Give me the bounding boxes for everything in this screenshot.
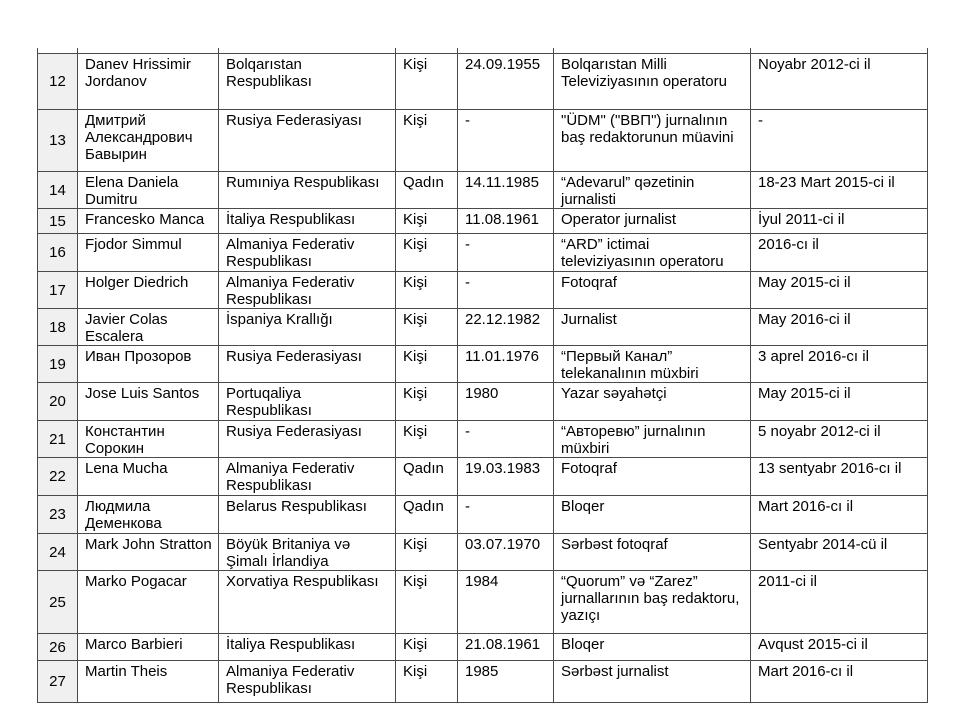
country-cell: Rusiya Federasiyası (219, 346, 396, 383)
gender-cell: Qadın (396, 496, 458, 534)
occupation-cell: “Авторевю” jurnalının müxbiri (554, 421, 751, 458)
row-number-cell: 23 (38, 496, 78, 534)
arrival-date-cell: May 2015-ci il (751, 383, 928, 421)
name-cell: Fjodor Simmul (78, 234, 219, 272)
arrival-date-cell: May 2015-ci il (751, 272, 928, 309)
name-cell: Martin Theis (78, 661, 219, 703)
occupation-cell: “Adevarul” qəzetinin jurnalisti (554, 172, 751, 209)
journalists-table (37, 48, 928, 703)
arrival-date-cell: 2011-ci il (751, 571, 928, 634)
name-cell: Jose Luis Santos (78, 383, 219, 421)
country-cell: Belarus Respublikası (219, 496, 396, 534)
row-number-cell: 21 (38, 421, 78, 458)
table-row (38, 172, 928, 209)
name-cell: Javier Colas Escalera (78, 309, 219, 346)
birth-date-cell: 1980 (458, 383, 554, 421)
name-cell: Иван Прозоров (78, 346, 219, 383)
table-row (38, 110, 928, 172)
arrival-date-cell: 3 aprel 2016-cı il (751, 346, 928, 383)
country-cell: Almaniya Federativ Respublikası (219, 272, 396, 309)
row-number-cell: 24 (38, 534, 78, 571)
occupation-cell: Bloqer (554, 496, 751, 534)
row-number-cell: 18 (38, 309, 78, 346)
occupation-cell: Operator jurnalist (554, 209, 751, 234)
row-number-cell: 15 (38, 209, 78, 234)
table-row (38, 421, 928, 458)
table-row (38, 272, 928, 309)
birth-date-cell: 19.03.1983 (458, 458, 554, 496)
birth-date-cell: - (458, 110, 554, 172)
table-row (38, 309, 928, 346)
row-number-cell: 27 (38, 661, 78, 703)
arrival-date-cell: 13 sentyabr 2016-cı il (751, 458, 928, 496)
birth-date-cell: - (458, 272, 554, 309)
gender-cell: Kişi (396, 661, 458, 703)
country-cell: İspaniya Krallığı (219, 309, 396, 346)
birth-date-cell: 14.11.1985 (458, 172, 554, 209)
birth-date-cell: 11.08.1961 (458, 209, 554, 234)
occupation-cell: Sərbəst jurnalist (554, 661, 751, 703)
country-cell: Portuqaliya Respublikası (219, 383, 396, 421)
row-number-cell: 25 (38, 571, 78, 634)
birth-date-cell: 1984 (458, 571, 554, 634)
table-row (38, 209, 928, 234)
table-row (38, 496, 928, 534)
arrival-date-cell: Mart 2016-cı il (751, 496, 928, 534)
occupation-cell: Sərbəst fotoqraf (554, 534, 751, 571)
birth-date-cell: 1985 (458, 661, 554, 703)
gender-cell: Kişi (396, 234, 458, 272)
country-cell: Almaniya Federativ Respublikası (219, 661, 396, 703)
country-cell: Rusiya Federasiyası (219, 110, 396, 172)
occupation-cell: “ARD” ictimai televiziyasının operatoru (554, 234, 751, 272)
name-cell: Holger Diedrich (78, 272, 219, 309)
occupation-cell: "ÜDM" ("ВВП") jurnalının baş redaktorunun müavini (554, 110, 751, 172)
row-number-cell: 12 (38, 54, 78, 110)
row-number-cell: 19 (38, 346, 78, 383)
arrival-date-cell: May 2016-ci il (751, 309, 928, 346)
row-number-cell: 16 (38, 234, 78, 272)
name-cell: Людмила Деменкова (78, 496, 219, 534)
arrival-date-cell: - (751, 110, 928, 172)
occupation-cell: Jurnalist (554, 309, 751, 346)
name-cell: Константин Сорокин (78, 421, 219, 458)
table-row (38, 634, 928, 661)
name-cell: Marco Barbieri (78, 634, 219, 661)
gender-cell: Kişi (396, 272, 458, 309)
occupation-cell: “Quorum” və “Zarez” jurnallarının baş redaktoru, yazıçı (554, 571, 751, 634)
table-row (38, 234, 928, 272)
birth-date-cell: - (458, 421, 554, 458)
country-cell: İtaliya Respublikası (219, 634, 396, 661)
document-page (0, 48, 957, 726)
occupation-cell: Yazar səyahətçi (554, 383, 751, 421)
table-row (38, 571, 928, 634)
birth-date-cell: 22.12.1982 (458, 309, 554, 346)
occupation-cell: “Первый Канал” telekanalının müxbiri (554, 346, 751, 383)
name-cell: Danev Hrissimir Jordanov (78, 54, 219, 110)
table-row (38, 54, 928, 110)
name-cell: Lena Mucha (78, 458, 219, 496)
gender-cell: Kişi (396, 383, 458, 421)
arrival-date-cell: 18-23 Mart 2015-ci il (751, 172, 928, 209)
gender-cell: Kişi (396, 534, 458, 571)
table-row (38, 661, 928, 703)
country-cell: Xorvatiya Respublikası (219, 571, 396, 634)
name-cell: Francesko Manca (78, 209, 219, 234)
gender-cell: Kişi (396, 110, 458, 172)
row-number-cell: 13 (38, 110, 78, 172)
gender-cell: Kişi (396, 571, 458, 634)
birth-date-cell: 24.09.1955 (458, 54, 554, 110)
birth-date-cell: - (458, 496, 554, 534)
row-number-cell: 26 (38, 634, 78, 661)
occupation-cell: Bolqarıstan Milli Televiziyasının operatoru (554, 54, 751, 110)
row-number-cell: 20 (38, 383, 78, 421)
journalists-table-body (38, 48, 928, 703)
arrival-date-cell: 5 noyabr 2012-ci il (751, 421, 928, 458)
gender-cell: Kişi (396, 421, 458, 458)
gender-cell: Kişi (396, 309, 458, 346)
arrival-date-cell: Sentyabr 2014-cü il (751, 534, 928, 571)
row-number-cell: 22 (38, 458, 78, 496)
birth-date-cell: 03.07.1970 (458, 534, 554, 571)
row-number-cell: 14 (38, 172, 78, 209)
table-row (38, 534, 928, 571)
gender-cell: Kişi (396, 209, 458, 234)
country-cell: Rumıniya Respublikası (219, 172, 396, 209)
birth-date-cell: 11.01.1976 (458, 346, 554, 383)
country-cell: Bolqarıstan Respublikası (219, 54, 396, 110)
name-cell: Elena Daniela Dumitru (78, 172, 219, 209)
gender-cell: Kişi (396, 634, 458, 661)
arrival-date-cell: 2016-cı il (751, 234, 928, 272)
name-cell: Marko Pogacar (78, 571, 219, 634)
name-cell: Дмитрий Александрович Бавырин (78, 110, 219, 172)
occupation-cell: Fotoqraf (554, 272, 751, 309)
table-row (38, 383, 928, 421)
gender-cell: Qadın (396, 172, 458, 209)
gender-cell: Qadın (396, 458, 458, 496)
name-cell: Mark John Stratton (78, 534, 219, 571)
gender-cell: Kişi (396, 346, 458, 383)
table-row (38, 346, 928, 383)
country-cell: Böyük Britaniya və Şimalı İrlandiya (219, 534, 396, 571)
birth-date-cell: 21.08.1961 (458, 634, 554, 661)
occupation-cell: Bloqer (554, 634, 751, 661)
birth-date-cell: - (458, 234, 554, 272)
arrival-date-cell: İyul 2011-ci il (751, 209, 928, 234)
country-cell: Almaniya Federativ Respublikası (219, 458, 396, 496)
gender-cell: Kişi (396, 54, 458, 110)
occupation-cell: Fotoqraf (554, 458, 751, 496)
row-number-cell: 17 (38, 272, 78, 309)
country-cell: İtaliya Respublikası (219, 209, 396, 234)
arrival-date-cell: Avqust 2015-ci il (751, 634, 928, 661)
country-cell: Rusiya Federasiyası (219, 421, 396, 458)
table-row (38, 458, 928, 496)
country-cell: Almaniya Federativ Respublikası (219, 234, 396, 272)
arrival-date-cell: Noyabr 2012-ci il (751, 54, 928, 110)
arrival-date-cell: Mart 2016-cı il (751, 661, 928, 703)
